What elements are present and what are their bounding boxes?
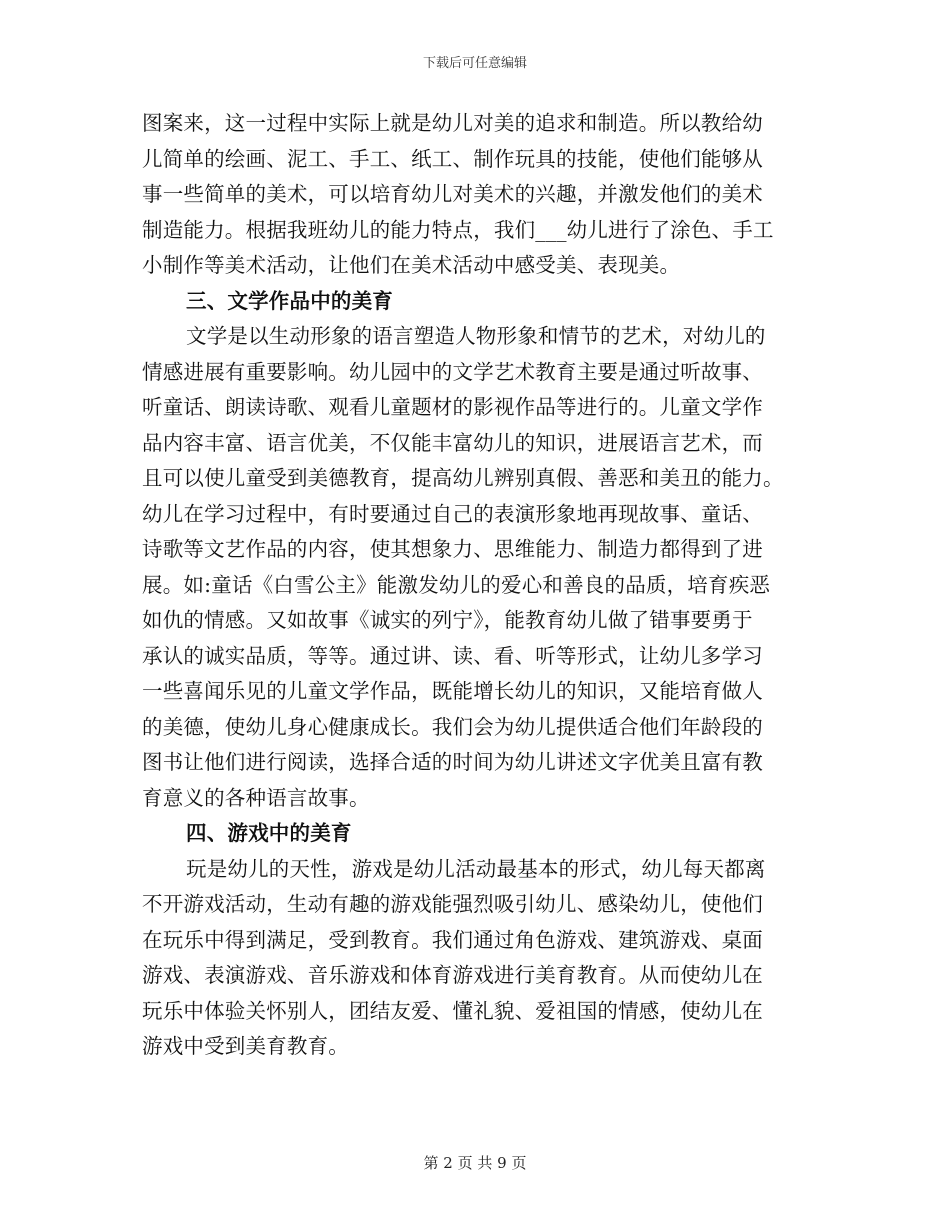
paragraph-line: 制造能力。根据我班幼儿的能力特点，我们___幼儿进行了涂色、手工 [142, 217, 774, 242]
paragraph-line: 文学是以生动形象的语言塑造人物形象和情节的艺术，对幼儿的 [186, 324, 766, 348]
paragraph-line: 的美德，使幼儿身心健康成长。我们会为幼儿提供适合他们年龄段的 [142, 714, 763, 739]
paragraph-line: 情感进展有重要影响。幼儿园中的文学艺术教育主要是通过听故事、 [142, 359, 763, 384]
page-footer: 第 2 页 共 9 页 [423, 1154, 527, 1172]
paragraph-line: 诗歌等文艺作品的内容，使其想象力、思维能力、制造力都得到了进 [142, 537, 763, 561]
section-heading: 三、文学作品中的美育 [186, 288, 393, 313]
paragraph-line: 图书让他们进行阅读，选择合适的时间为幼儿讲述文字优美且富有教 [142, 750, 763, 774]
document-body [142, 106, 812, 1065]
paragraph-line: 育意义的各种语言故事。 [142, 785, 370, 810]
paragraph-line: 如仇的情感。又如故事《诚实的列宁》，能教育幼儿做了错事要勇于 [142, 608, 753, 632]
paragraph-line: 事一些简单的美术，可以培育幼儿对美术的兴趣，并激发他们的美术 [142, 182, 763, 206]
paragraph-line: 承认的诚实品质，等等。通过讲、读、看、听等形式，让幼儿多学习 [142, 643, 763, 668]
paragraph-line: 且可以使儿童受到美德教育，提高幼儿辨别真假、善恶和美丑的能力。 [142, 466, 784, 490]
paragraph-line: 幼儿在学习过程中，有时要通过自己的表演形象地再现故事、童话、 [142, 501, 763, 526]
paragraph-line: 游戏中受到美育教育。 [142, 1034, 349, 1058]
page-header: 下载后可任意编辑 [422, 56, 527, 71]
section-heading: 四、游戏中的美育 [186, 821, 352, 845]
paragraph-line: 听童话、朗读诗歌、观看儿童题材的影视作品等进行的。儿童文学作 [142, 395, 763, 419]
paragraph-line: 小制作等美术活动，让他们在美术活动中感受美、表现美。 [142, 253, 681, 277]
paragraph-line: 玩乐中体验关怀别人，团结友爱、懂礼貌、爱祖国的情感，使幼儿在 [142, 998, 763, 1023]
paragraph-line: 游戏、表演游戏、音乐游戏和体育游戏进行美育教育。从而使幼儿在 [142, 963, 763, 987]
paragraph-line: 在玩乐中得到满足，受到教育。我们通过角色游戏、建筑游戏、桌面 [142, 927, 763, 952]
paragraph-line: 展。如:童话《白雪公主》能激发幼儿的爱心和善良的品质，培育疾恶 [142, 572, 771, 597]
paragraph-line: 儿简单的绘画、泥工、手工、纸工、制作玩具的技能，使他们能够从 [142, 146, 763, 171]
paragraph-line: 品内容丰富、语言优美，不仅能丰富幼儿的知识，进展语言艺术，而 [142, 430, 763, 455]
paragraph-line: 一些喜闻乐见的儿童文学作品，既能增长幼儿的知识，又能培育做人 [142, 679, 763, 703]
paragraph-line: 图案来，这一过程中实际上就是幼儿对美的追求和制造。所以教给幼 [142, 111, 763, 135]
paragraph-line: 玩是幼儿的天性，游戏是幼儿活动最基本的形式，幼儿每天都离 [186, 856, 766, 881]
paragraph-line: 不开游戏活动，生动有趣的游戏能强烈吸引幼儿、感染幼儿，使他们 [142, 892, 763, 916]
